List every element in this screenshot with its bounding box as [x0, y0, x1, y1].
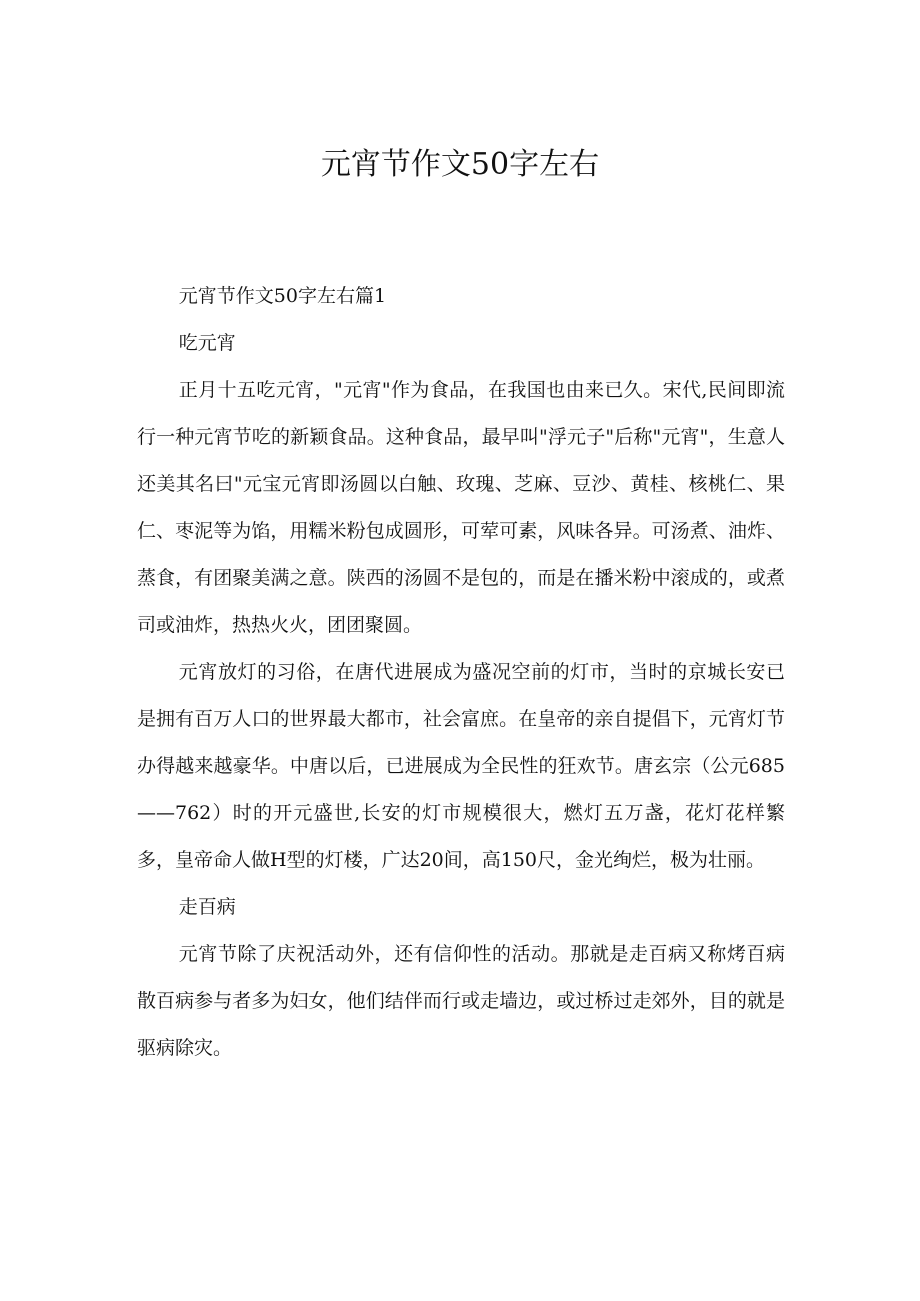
document-title: 元宵节作文50字左右 [320, 147, 600, 182]
body-paragraph: 正月十五吃元宵，"元宵"作为食品，在我国也由来已久。宋代,民间即流行一种元宵节吃的新颖食品。这种食品，最早叫"浮元子"后称"元宵"，生意人还美其名曰"元宝元宵即汤圆以白触、玫瑰、芝麻、豆沙、黄桂、核桃仁、果仁、枣泥等为馅，用糯米粉包成圆形，可荤可素，风味各异。可汤煮、油炸、蒸食，有团聚美满之意。陕西的汤圆不是包的，而是在播米粉中滚成的，或煮司或油炸，热热火火，团团聚圆。 [137, 379, 785, 636]
section-heading: 元宵节作文50字左右篇1 [178, 285, 387, 307]
document-body [137, 273, 785, 1072]
subsection-heading: 吃元宵 [178, 332, 236, 354]
body-paragraph: 元宵节除了庆祝活动外，还有信仰性的活动。那就是走百病又称烤百病散百病参与者多为妇女，他们结伴而行或走墙边，或过桥过走郊外，目的就是驱病除灾。 [137, 943, 785, 1059]
subsection-heading: 走百病 [178, 896, 236, 918]
body-paragraph: 元宵放灯的习俗，在唐代进展成为盛况空前的灯市，当时的京城长安已是拥有百万人口的世界最大都市，社会富庶。在皇帝的亲自提倡下，元宵灯节办得越来越豪华。中唐以后，已进展成为全民性的狂欢节。唐玄宗（公元685——762）时的开元盛世,长安的灯市规模很大，燃灯五万盏，花灯花样繁多，皇帝命人做H型的灯楼，广达20间，高150尺，金光绚烂，极为壮丽。 [137, 661, 785, 871]
